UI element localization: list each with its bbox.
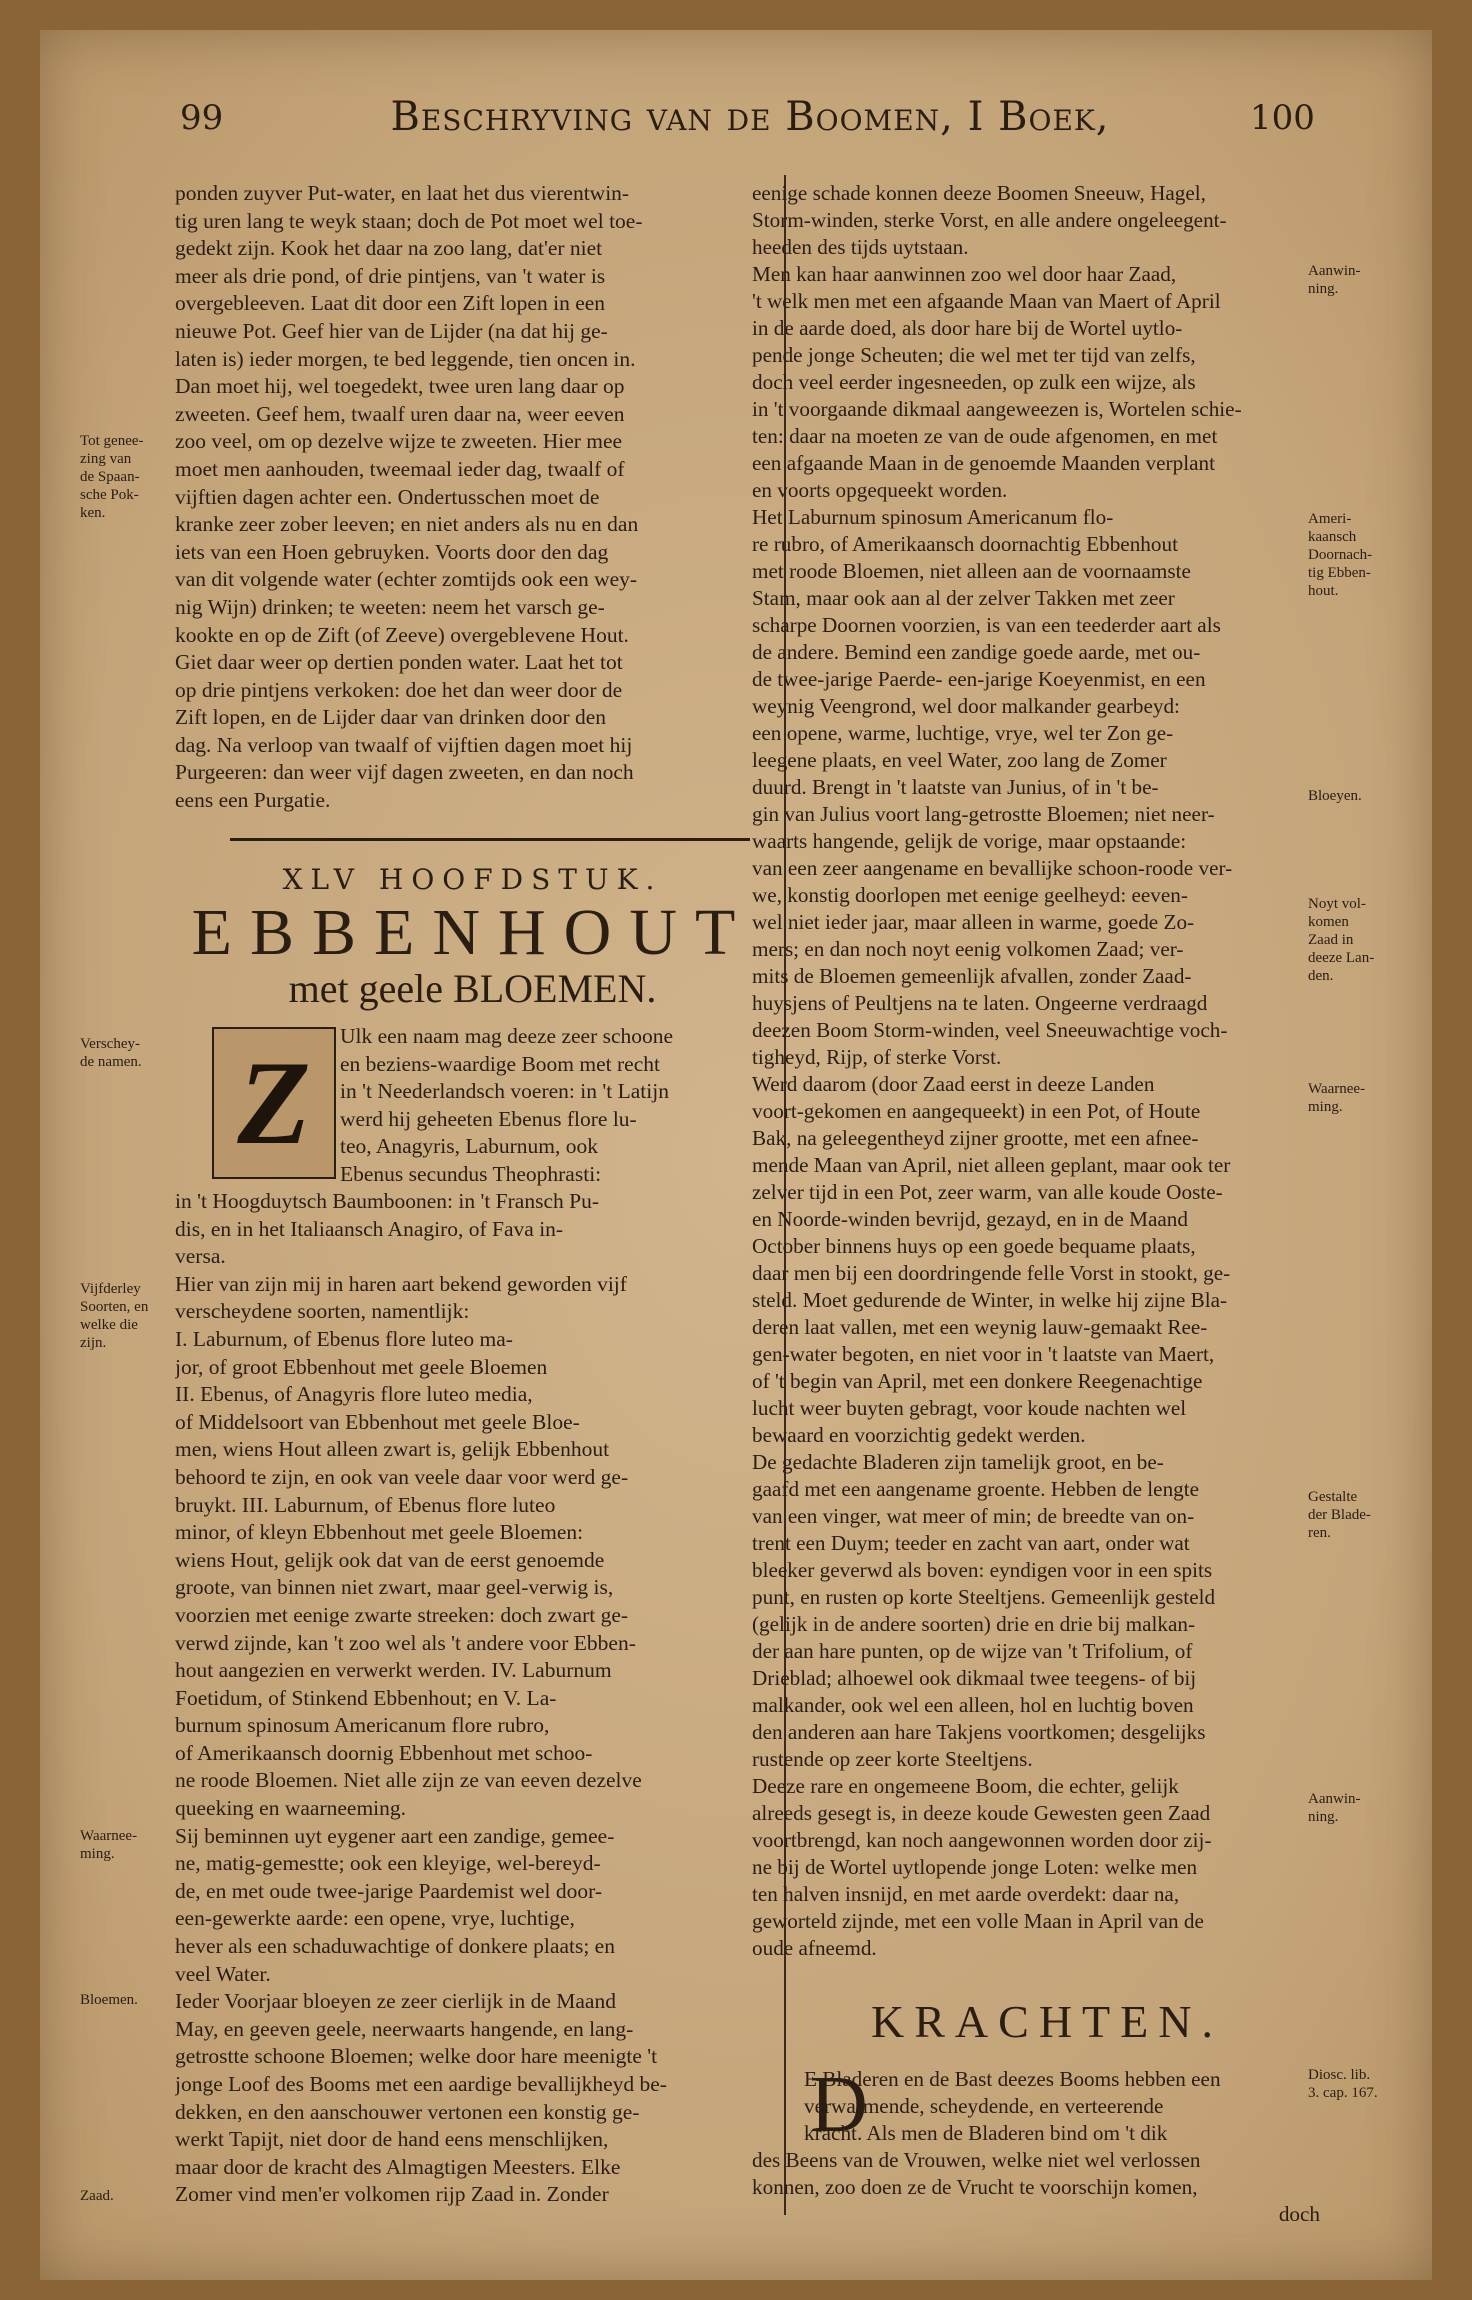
text-line: bewaard en voorzichtig gedekt werden. bbox=[752, 1423, 1086, 1447]
page-number-right: 100 bbox=[1250, 98, 1315, 138]
text-line: gen-water begoten, en niet voor in 't laatste van Maert, bbox=[752, 1342, 1215, 1366]
text-line: jonge Loof des Booms met een aardige bevallijkheyd be- bbox=[175, 2072, 667, 2096]
text-line: met roode Bloemen, niet alleen aan de voornaamste bbox=[752, 559, 1191, 583]
text-line: maar door de kracht des Almagtigen Meesters. Elke bbox=[175, 2154, 621, 2179]
text-line: van dit volgende water (echter zomtijds ook een wey- bbox=[175, 567, 638, 592]
text-line: gin van Julius voort lang-getrostte Bloemen; niet neer- bbox=[752, 802, 1215, 826]
text-line: en voorts opgequeekt worden. bbox=[752, 478, 1008, 502]
chapter-subtitle: met geele BLOEMEN. bbox=[288, 966, 657, 1011]
text-line: meer als drie pond, of drie pintjens, van 't water is bbox=[175, 263, 606, 288]
margin-note-healing: Tot genee- zing van de Spaan- sche Pok- ken. bbox=[80, 433, 144, 521]
text-line: Ebenus secundus Theophrasti: bbox=[340, 1161, 602, 1186]
text-line: leegene plaats, en veel Water, zoo lang de Zomer bbox=[752, 748, 1167, 772]
left-column-top-text bbox=[175, 180, 770, 815]
chapter-body-text bbox=[175, 1188, 770, 2209]
text-line: scharpe Doornen voorzien, is van een teederder aart als bbox=[752, 613, 1221, 637]
text-line: kracht. Als men de Bladeren bind om 't dik bbox=[804, 2121, 1168, 2145]
margin-note-no-seed: Noyt vol- komen Zaad in deeze Lan- den. bbox=[1308, 896, 1375, 984]
text-line: Ulk een naam mag deeze zeer schoone bbox=[340, 1024, 674, 1048]
text-line: ne bij de Wortel uytlopende jonge Loten: welke men bbox=[752, 1855, 1198, 1879]
margin-note-leaves: Gestalte der Blade- ren. bbox=[1308, 1489, 1371, 1541]
text-line: de andere. Bemind een zandige goede aarde, met ou- bbox=[752, 640, 1201, 664]
text-line: we, konstig doorlopen met eenige geelheyd: eeven- bbox=[752, 883, 1188, 907]
text-line: verwarmende, scheydende, en verteerende bbox=[804, 2094, 1164, 2118]
text-line: Purgeeren: dan weer vijf dagen zweeten, en dan noch bbox=[175, 760, 634, 785]
text-line: heeden des tijds uytstaan. bbox=[752, 235, 969, 259]
drop-initial-d: D bbox=[810, 2061, 868, 2149]
text-line: bleeker geverwd als boven: eyndigen voor in een spits bbox=[752, 1558, 1213, 1582]
text-line: eens een Purgatie. bbox=[175, 788, 331, 813]
text-line: op drie pintjens verkoken: doe het dan weer door de bbox=[175, 677, 623, 702]
text-line: II. Ebenus, of Anagyris flore luteo media, bbox=[175, 1382, 533, 1407]
book-page bbox=[40, 30, 1432, 2280]
text-line: moet men aanhouden, tweemaal ieder dag, twaalf of bbox=[175, 456, 625, 481]
text-line: Storm-winden, sterke Vorst, en alle andere ongeleegent- bbox=[752, 208, 1227, 232]
text-line: in 't Neederlandsch voeren: in 't Latijn bbox=[340, 1079, 669, 1104]
margin-note-blooming: Bloeyen. bbox=[1308, 788, 1362, 804]
text-line: May, en geeven geele, neerwaarts hangende, en lang- bbox=[175, 2016, 634, 2041]
text-line: dekken, en den aanschouwer vertonen een konstig ge- bbox=[175, 2099, 640, 2124]
text-line: Sij beminnen uyt eygener aart een zandige, gemee- bbox=[175, 1823, 615, 1848]
text-line: men, wiens Hout alleen zwart is, gelijk Ebbenhout bbox=[175, 1437, 610, 1462]
text-line: burnum spinosum Americanum flore rubro, bbox=[175, 1713, 550, 1738]
margin-note-propagation: Aanwin- ning. bbox=[1308, 263, 1361, 297]
decorated-initial bbox=[212, 1027, 336, 1179]
text-line: tig uren lang te weyk staan; doch de Pot moet wel toe- bbox=[175, 208, 643, 233]
text-line: steld. Moet gedurende de Winter, in welke hij zijne Bla- bbox=[752, 1288, 1228, 1312]
text-line: ne, matig-gemestte; ook een kleyige, wel-bereyd- bbox=[175, 1851, 601, 1876]
text-line: mits de Bloemen gemeenlijk afvallen, zonder Zaad- bbox=[752, 964, 1192, 988]
text-line: huysjens of Peultjens na te laten. Ongeerne verdraagd bbox=[752, 991, 1208, 1015]
text-line: nig Wijn) drinken; te weeten: neem het varsch ge- bbox=[175, 594, 605, 619]
text-line: tigheyd, Rijp, of sterke Vorst. bbox=[752, 1045, 1002, 1069]
text-line: versa. bbox=[175, 1244, 226, 1269]
margin-note-american-ebony: Ameri- kaansch Doornach- tig Ebben- hout. bbox=[1308, 511, 1373, 599]
right-column-text bbox=[752, 180, 1320, 1962]
text-line: in 't voorgaande dikmaal aangeweezen is, Wortelen schie- bbox=[752, 397, 1242, 421]
page-number-left: 99 bbox=[180, 98, 224, 138]
text-line: wiens Hout, gelijk ook dat van de eerst genoemde bbox=[175, 1547, 605, 1572]
text-line: voorzien met eenige zwarte streeken: doch zwart ge- bbox=[175, 1602, 629, 1627]
text-line: weynig Veengrond, wel door malkander gearbeyd: bbox=[752, 694, 1180, 718]
text-line: teo, Anagyris, Laburnum, ook bbox=[340, 1134, 598, 1159]
text-line: en Noorde-winden bevrijd, gezayd, en in de Maand bbox=[752, 1207, 1188, 1231]
text-line: een afgaande Maan in de genoemde Maanden verplant bbox=[752, 451, 1215, 475]
chapter-intro-text bbox=[340, 1023, 770, 1189]
text-line: rustende op zeer korte Steeltjens. bbox=[752, 1747, 1033, 1771]
text-line: Zomer vind men'er volkomen rijp Zaad in. Zonder bbox=[175, 2182, 609, 2207]
text-line: De gedachte Bladeren zijn tamelijk groot, en be- bbox=[752, 1450, 1164, 1474]
text-line: minor, of kleyn Ebbenhout met geele Bloemen: bbox=[175, 1520, 584, 1545]
text-line: veel Water. bbox=[175, 1961, 271, 1986]
text-line: ne roode Bloemen. Niet alle zijn ze van eeven dezelve bbox=[175, 1768, 642, 1793]
text-line: punt, en rusten op korte Steeltjens. Gemeenlijk gesteld bbox=[752, 1585, 1216, 1609]
margin-note-names: Verschey- de namen. bbox=[80, 1036, 142, 1070]
chapter-number: XLV HOOFDSTUK. bbox=[282, 863, 663, 896]
text-line: jor, of groot Ebbenhout met geele Bloemen bbox=[175, 1354, 548, 1379]
margin-note-observation: Waarnee- ming. bbox=[80, 1828, 138, 1862]
text-line: hout aangezien en verwerkt werden. IV. Laburnum bbox=[175, 1658, 612, 1683]
text-line: daar men bij een doordringende felle Vorst in stookt, ge- bbox=[752, 1261, 1231, 1285]
text-line: dag. Na verloop van twaalf of vijftien dagen moet hij bbox=[175, 732, 633, 757]
text-line: wel niet ieder jaar, maar alleen in warme, goede Zo- bbox=[752, 910, 1195, 934]
text-line: verscheydene soorten, namentlijk: bbox=[175, 1299, 470, 1324]
text-line: in de aarde doed, als door hare bij de Wortel uytlo- bbox=[752, 316, 1183, 340]
text-line: nieuwe Pot. Geef hier van de Lijder (na dat hij ge- bbox=[175, 318, 608, 343]
text-line: kookte en op de Zift (of Zeeve) overgeblevene Hout. bbox=[175, 622, 629, 647]
text-line: alreeds gesegt is, in deeze koude Gewesten geen Zaad bbox=[752, 1801, 1211, 1825]
text-line: den anderen aan hare Takjens voortkomen; desgelijks bbox=[752, 1720, 1206, 1744]
text-line: geworteld zijnde, met een volle Maan in April van de bbox=[752, 1909, 1204, 1933]
margin-note-sorts: Vijfderley Soorten, en welke die zijn. bbox=[80, 1281, 149, 1351]
text-line: Foetidum, of Stinkend Ebbenhout; en V. La- bbox=[175, 1685, 557, 1710]
text-line: en beziens-waardige Boom met recht bbox=[340, 1051, 660, 1076]
text-line: re rubro, of Amerikaansch doornachtig Ebbenhout bbox=[752, 532, 1178, 556]
text-line: behoord te zijn, en ook van veele daar voor werd ge- bbox=[175, 1464, 629, 1489]
initial-letter: Z bbox=[237, 1036, 311, 1169]
text-line: van een vinger, wat meer of min; de breedte van on- bbox=[752, 1504, 1195, 1528]
margin-note-propagation-2: Aanwin- ning. bbox=[1308, 1791, 1361, 1825]
text-line: der aan hare punten, op de wijze van 't Trifolium, of bbox=[752, 1639, 1193, 1663]
margin-note-dioscorides: Diosc. lib. 3. cap. 167. bbox=[1308, 2067, 1378, 2101]
krachten-text bbox=[752, 2066, 1320, 2228]
text-line: Stam, maar ook aan al der zelver Takken met zeer bbox=[752, 586, 1175, 610]
text-line: Dan moet hij, wel toegedekt, twee uren lang daar op bbox=[175, 374, 625, 399]
text-line: gedekt zijn. Kook het daar na zoo lang, dat'er niet bbox=[175, 236, 603, 261]
text-line: kranke zeer zober leeven; en niet anders als nu en dan bbox=[175, 512, 639, 537]
text-line: in 't Hoogduytsch Baumboonen: in 't Fransch Pu- bbox=[175, 1189, 599, 1213]
text-line: van een zeer aangename en bevallijke schoon-roode ver- bbox=[752, 856, 1233, 880]
text-line: Men kan haar aanwinnen zoo wel door haar Zaad, bbox=[752, 262, 1177, 286]
text-line: deezen Boom Storm-winden, veel Sneeuwachtige voch- bbox=[752, 1018, 1228, 1042]
margin-note-flowers: Bloemen. bbox=[80, 1992, 138, 2008]
text-line: of Middelsoort van Ebbenhout met geele Bloe- bbox=[175, 1409, 580, 1434]
text-line: een opene, warme, luchtige, vrye, wel ter Zon ge- bbox=[752, 721, 1174, 745]
chapter-rule bbox=[230, 838, 750, 841]
text-line: zelver tijd in een Pot, zeer warm, van alle koude Ooste- bbox=[752, 1180, 1223, 1204]
text-line: lucht weer buyten gebragt, voor koude nachten wel bbox=[752, 1396, 1187, 1420]
text-line: eenige schade konnen deeze Boomen Sneeuw, Hagel, bbox=[752, 181, 1206, 205]
text-line: duurd. Brengt in 't laatste van Junius, of in 't be- bbox=[752, 775, 1159, 799]
text-line: iets van een Hoen gebruyken. Voorts door den dag bbox=[175, 539, 609, 564]
text-line: voort-gekomen en aangequeekt) in een Pot, of Houte bbox=[752, 1099, 1201, 1123]
text-line: Zift lopen, en de Lijder daar van drinken door den bbox=[175, 705, 607, 730]
text-line: bruykt. III. Laburnum, of Ebenus flore luteo bbox=[175, 1492, 556, 1517]
text-line: E Bladeren en de Bast deezes Booms hebben een bbox=[804, 2067, 1221, 2091]
text-line: mende Maan van April, niet alleen geplant, maar ook ter bbox=[752, 1153, 1231, 1177]
text-line: of Amerikaansch doornig Ebbenhout met schoo- bbox=[175, 1740, 593, 1765]
text-line: (gelijk in de andere soorten) drie en drie bij malkan- bbox=[752, 1612, 1196, 1636]
text-line: Giet daar weer op dertien ponden water. Laat het tot bbox=[175, 650, 623, 675]
text-line: dis, en in het Italiaansch Anagiro, of Fava in- bbox=[175, 1216, 564, 1241]
text-line: vijftien dagen achter een. Ondertusschen moet de bbox=[175, 484, 600, 509]
text-line: laten is) ieder morgen, te bed leggende, tien oncen in. bbox=[175, 346, 636, 371]
text-line: Drieblad; alhoewel ook dikmaal twee teegens- of bij bbox=[752, 1666, 1197, 1690]
text-line: I. Laburnum, of Ebenus flore luteo ma- bbox=[175, 1326, 513, 1351]
text-line: October binnens huys op een goede bequame plaats, bbox=[752, 1234, 1196, 1258]
text-line: de twee-jarige Paerde- een-jarige Koeyenmist, en een bbox=[752, 667, 1206, 691]
text-line: malkander, ook wel een alleen, hol en luchtig boven bbox=[752, 1693, 1194, 1717]
text-line: zoo veel, om op dezelve wijze te zweeten. Hier mee bbox=[175, 429, 623, 454]
text-line: 't welk men met een afgaande Maan van Maert of April bbox=[752, 289, 1221, 313]
margin-note-observation-right: Waarnee- ming. bbox=[1308, 1081, 1366, 1115]
text-line: hever als een schaduwachtige of donkere plaats; en bbox=[175, 1934, 615, 1959]
text-line: queeking en waarneeming. bbox=[175, 1796, 407, 1821]
text-line: voortbrengd, kan noch aangewonnen worden door zij- bbox=[752, 1828, 1212, 1852]
text-line: groote, van binnen niet zwart, maar geel-verwig is, bbox=[175, 1575, 614, 1600]
text-line: trent een Duym; teeder en zacht van aart, onder wat bbox=[752, 1531, 1190, 1555]
text-line: getrostte schoone Bloemen; welke door hare meenigte 't bbox=[175, 2044, 658, 2069]
section-title-krachten: KRACHTEN. bbox=[871, 1996, 1223, 2047]
text-line: werd hij geheeten Ebenus flore lu- bbox=[340, 1106, 637, 1131]
text-line: deren laat vallen, met een weynig lauw-gemaakt Ree- bbox=[752, 1315, 1208, 1339]
text-line: ten halven insnijd, en met aarde overdekt: daar na, bbox=[752, 1882, 1180, 1906]
text-line: werkt Tapijt, niet door de hand eens menschlijken, bbox=[175, 2127, 609, 2152]
text-line: Hier van zijn mij in haren aart bekend geworden vijf bbox=[175, 1271, 627, 1296]
text-line: ponden zuyver Put-water, en laat het dus vierentwin- bbox=[175, 181, 630, 205]
text-line: ten: daar na moeten ze van de oude afgenomen, en met bbox=[752, 424, 1218, 448]
margin-note-seed: Zaad. bbox=[80, 2188, 114, 2204]
text-line: Deeze rare en ongemeene Boom, die echter, gelijk bbox=[752, 1774, 1179, 1798]
text-line: gaafd met een aangename groente. Hebben de lengte bbox=[752, 1477, 1200, 1501]
text-line: de, en met oude twee-jarige Paardemist wel door- bbox=[175, 1878, 603, 1903]
text-line: doch veel eerder ingesneeden, op zulk een wijze, als bbox=[752, 370, 1196, 394]
text-line: waarts hangende, gelijk de vorige, maar opstaande: bbox=[752, 829, 1187, 853]
text-line: zweeten. Geef hem, twaalf uren daar na, weer eeven bbox=[175, 401, 625, 426]
text-line: mers; en dan noch noyt eenig volkomen Zaad; ver- bbox=[752, 937, 1184, 961]
text-line: Bak, na geleegentheyd zijner grootte, met een afnee- bbox=[752, 1126, 1199, 1150]
running-title: Beschryving van de Boomen, I Boek, bbox=[390, 94, 1110, 140]
text-line: of 't begin van April, met een donkere Reegenachtige bbox=[752, 1369, 1203, 1393]
text-line: konnen, zoo doen ze de Vrucht te voorschijn komen, bbox=[752, 2175, 1198, 2199]
text-line: een-gewerkte aarde: een opene, vrye, luchtige, bbox=[175, 1906, 575, 1931]
text-line: verwd zijnde, kan 't zoo wel als 't andere voor Ebben- bbox=[175, 1630, 636, 1655]
text-line: pende jonge Scheuten; die wel met ter tijd van zelfs, bbox=[752, 343, 1196, 367]
text-line: doch bbox=[1278, 2202, 1320, 2226]
text-line: Werd daarom (door Zaad eerst in deeze Landen bbox=[752, 1072, 1155, 1096]
text-line: overgebleeven. Laat dit door een Zift lopen in een bbox=[175, 291, 606, 316]
text-line: des Beens van de Vrouwen, welke niet wel verlossen bbox=[752, 2148, 1201, 2172]
text-line: Ieder Voorjaar bloeyen ze zeer cierlijk in de Maand bbox=[175, 1989, 616, 2014]
running-header bbox=[40, 94, 1432, 158]
text-line: Het Laburnum spinosum Americanum flo- bbox=[752, 505, 1114, 529]
text-line: oude afneemd. bbox=[752, 1936, 877, 1960]
chapter-title: EBBENHOUT bbox=[191, 896, 754, 969]
